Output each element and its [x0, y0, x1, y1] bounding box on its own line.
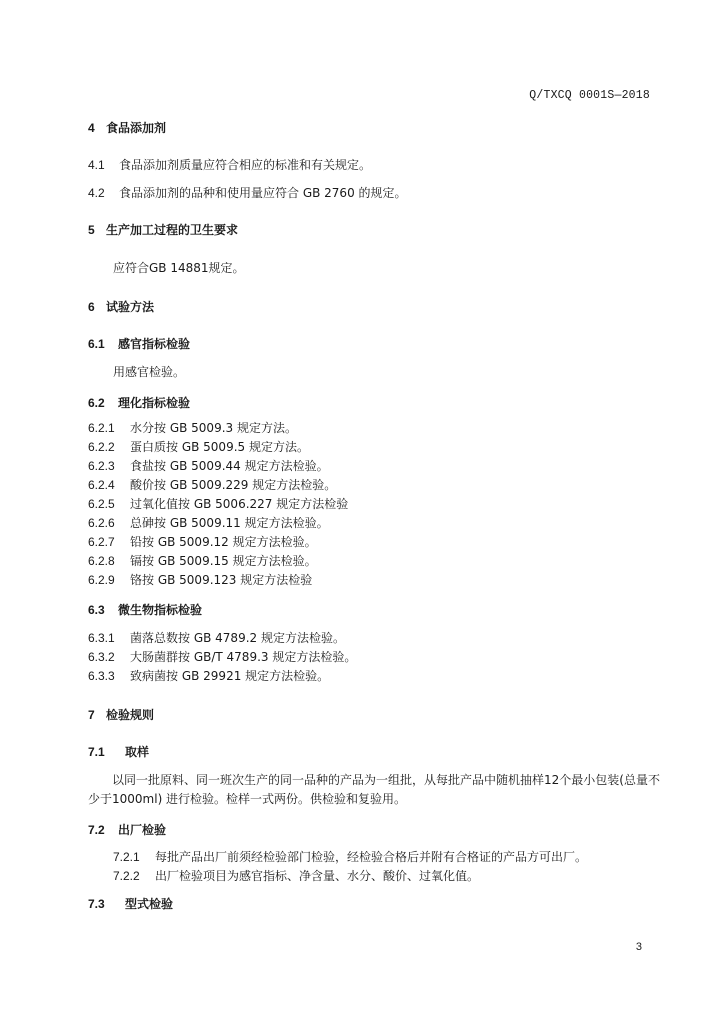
- clause-number: 7.2.2: [113, 869, 140, 883]
- clause-number: 6.3.2: [88, 650, 115, 664]
- clause-6-3-2: [88, 649, 356, 665]
- heading-title: 取样: [125, 745, 150, 759]
- clause-4-1: [88, 157, 371, 173]
- heading-6: [88, 299, 154, 315]
- heading-number: 6.3: [88, 603, 105, 617]
- clause-text: 铬按 GB 5009.123 规定方法检验: [130, 573, 313, 587]
- heading-number: 7.1: [88, 745, 105, 759]
- heading-title: 试验方法: [106, 300, 155, 314]
- clause-text: 蛋白质按 GB 5009.5 规定方法。: [130, 440, 309, 454]
- page-number: 3: [635, 941, 642, 953]
- clause-text: 食品添加剂的品种和使用量应符合 GB 2760 的规定。: [119, 186, 407, 200]
- clause-number: 6.2.5: [88, 497, 115, 511]
- clause-6-2-4: [88, 477, 336, 493]
- clause-text: 出厂检验项目为感官指标、净含量、水分、酸价、过氧化值。: [155, 869, 480, 883]
- heading-number: 6.2: [88, 396, 105, 410]
- clause-text: 酸价按 GB 5009.229 规定方法检验。: [130, 478, 337, 492]
- clause-number: 6.2.3: [88, 459, 115, 473]
- heading-number: 5: [88, 223, 95, 237]
- heading-number: 4: [88, 121, 95, 135]
- heading-title: 食品添加剂: [106, 121, 167, 135]
- clause-text: 铅按 GB 5009.12 规定方法检验。: [130, 535, 317, 549]
- heading-title: 微生物指标检验: [118, 603, 203, 617]
- clause-6-3-1: [88, 630, 345, 646]
- document-id: Q/TXCQ 0001S—2018: [529, 89, 650, 102]
- heading-number: 7: [88, 708, 95, 722]
- heading-title: 出厂检验: [118, 823, 167, 837]
- clause-text: 过氧化值按 GB 5006.227 规定方法检验: [130, 497, 349, 511]
- clause-number: 6.2.1: [88, 421, 115, 435]
- heading-title: 型式检验: [125, 897, 174, 911]
- section-6-1-text: 用感官检验。: [113, 365, 186, 379]
- clause-number: 6.2.7: [88, 535, 115, 549]
- heading-7-3: [88, 896, 173, 912]
- clause-7-2-1: [113, 849, 587, 865]
- clause-number: 4.2: [88, 186, 105, 200]
- heading-title: 生产加工过程的卫生要求: [106, 223, 239, 237]
- heading-4: [88, 120, 166, 136]
- clause-6-2-7: [88, 534, 317, 550]
- heading-7-2: [88, 822, 166, 838]
- heading-title: 检验规则: [106, 708, 155, 722]
- clause-number: 4.1: [88, 158, 105, 172]
- clause-number: 6.2.6: [88, 516, 115, 530]
- clause-6-3-3: [88, 668, 329, 684]
- clause-text: 食品添加剂质量应符合相应的标准和有关规定。: [119, 158, 372, 172]
- clause-text: 镉按 GB 5009.15 规定方法检验。: [130, 554, 317, 568]
- clause-6-2-5: [88, 496, 348, 512]
- heading-title: 感官指标检验: [118, 337, 191, 351]
- clause-number: 6.2.9: [88, 573, 115, 587]
- clause-text: 水分按 GB 5009.3 规定方法。: [130, 421, 297, 435]
- clause-text: 致病菌按 GB 29921 规定方法检验。: [130, 669, 330, 683]
- clause-6-2-2: [88, 439, 309, 455]
- heading-6-3: [88, 602, 202, 618]
- heading-6-2: [88, 395, 190, 411]
- heading-6-1: [88, 336, 190, 352]
- heading-5: [88, 222, 238, 238]
- clause-text: 总砷按 GB 5009.11 规定方法检验。: [130, 516, 329, 530]
- clause-number: 6.2.8: [88, 554, 115, 568]
- clause-number: 6.3.3: [88, 669, 115, 683]
- clause-6-2-9: [88, 572, 312, 588]
- clause-7-2-2: [113, 868, 479, 884]
- section-5-text: 应符合GB 14881规定。: [113, 261, 245, 275]
- clause-number: 7.2.1: [113, 850, 140, 864]
- heading-number: 6.1: [88, 337, 105, 351]
- heading-number: 7.3: [88, 897, 105, 911]
- clause-6-2-6: [88, 515, 329, 531]
- clause-text: 食盐按 GB 5009.44 规定方法检验。: [130, 459, 329, 473]
- heading-number: 7.2: [88, 823, 105, 837]
- clause-text: 菌落总数按 GB 4789.2 规定方法检验。: [130, 631, 345, 645]
- heading-7-1: [88, 744, 149, 760]
- clause-text: 大肠菌群按 GB/T 4789.3 规定方法检验。: [130, 650, 357, 664]
- clause-number: 6.3.1: [88, 631, 115, 645]
- clause-6-2-1: [88, 420, 297, 436]
- heading-7: [88, 707, 154, 723]
- clause-text: 每批产品出厂前须经检验部门检验，经检验合格后并附有合格证的产品方可出厂。: [155, 850, 588, 864]
- heading-number: 6: [88, 300, 95, 314]
- clause-number: 6.2.4: [88, 478, 115, 492]
- clause-4-2: [88, 185, 407, 201]
- clause-6-2-3: [88, 458, 329, 474]
- clause-6-2-8: [88, 553, 317, 569]
- clause-number: 6.2.2: [88, 440, 115, 454]
- heading-title: 理化指标检验: [118, 396, 191, 410]
- section-7-1-text: 以同一批原料、同一班次生产的同一品种的产品为一组批，从每批产品中随机抽样12个最小包装(总量不少于1000ml) 进行检验。检样一式两份。供检验和复验用。: [88, 773, 660, 806]
